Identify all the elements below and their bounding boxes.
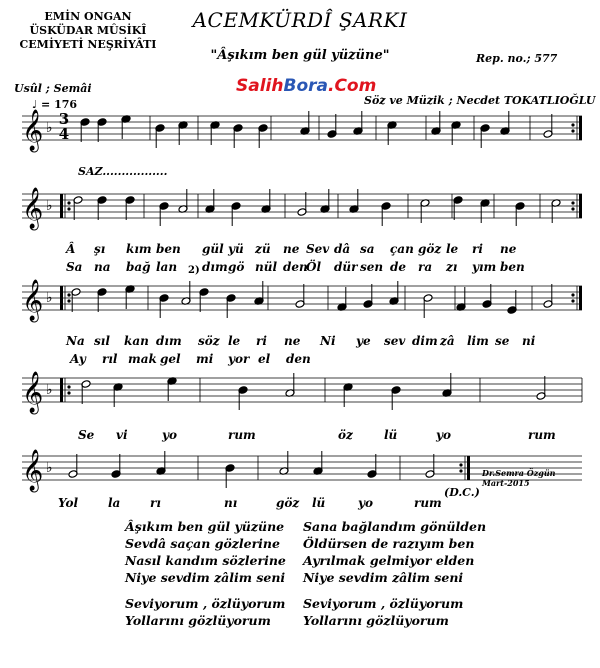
staff-line-1 bbox=[0, 108, 600, 158]
lyric-syllable: Ay bbox=[70, 352, 86, 366]
lyric-syllable: Sa bbox=[66, 260, 83, 274]
treble-clef-icon: 𝄞 bbox=[22, 280, 44, 321]
staff-line-4 bbox=[0, 370, 600, 420]
poem-line: Âşıkım ben gül yüzüne bbox=[125, 519, 285, 534]
lyric-syllable: dür bbox=[334, 260, 358, 274]
treble-clef-icon: 𝄞 bbox=[22, 188, 44, 229]
repeat-start-bar bbox=[60, 286, 63, 310]
lyric-syllable: lim bbox=[467, 334, 489, 348]
lyric-syllable: dım bbox=[156, 334, 182, 348]
lyric-syllable: el bbox=[258, 352, 271, 366]
repertoire-number: Rep. no.; 577 bbox=[476, 52, 558, 65]
poem-left-column bbox=[125, 518, 286, 629]
repeat-start-bar bbox=[60, 378, 63, 402]
flat-key-icon: ♭ bbox=[46, 382, 53, 398]
lyric-syllable: ne bbox=[283, 242, 300, 256]
flat-key-icon: ♭ bbox=[46, 290, 53, 306]
lyric-syllable: rıl bbox=[102, 352, 118, 366]
flat-key-icon: ♭ bbox=[46, 120, 53, 136]
lyric-syllable: zı bbox=[446, 260, 458, 274]
lyric-syllable: yü bbox=[228, 242, 244, 256]
lyric-syllable: le bbox=[228, 334, 241, 348]
poem-line: Nasıl kandım sözlerine bbox=[125, 553, 286, 568]
lyric-syllable: de bbox=[390, 260, 407, 274]
poem-line: Niye sevdim zâlim seni bbox=[303, 570, 464, 585]
staff-line-3 bbox=[0, 278, 600, 328]
lyric-syllable: ra bbox=[418, 260, 433, 274]
lyric-syllable: yo bbox=[162, 428, 177, 442]
time-signature: 3 4 bbox=[58, 110, 70, 143]
quarter-note-icon: ♩ bbox=[32, 98, 38, 111]
lyric-syllable: bağ bbox=[126, 260, 151, 274]
lyric-syllable: rum bbox=[414, 496, 442, 510]
lyric-syllable: Se bbox=[78, 428, 95, 442]
lyric-syllable: öz bbox=[338, 428, 353, 442]
staff-line-2 bbox=[0, 186, 600, 236]
publisher-line: ÜSKÜDAR MÛSİKÎ bbox=[29, 24, 147, 37]
lyric-syllable: gül bbox=[202, 242, 224, 256]
poem-line: Yollarını gözlüyorum bbox=[303, 613, 449, 628]
lyric-syllable: Öl bbox=[306, 260, 322, 274]
poem-line: Seviyorum , özlüyorum bbox=[303, 596, 464, 611]
publisher-line: EMİN ONGAN bbox=[44, 10, 132, 23]
poem-line: Seviyorum , özlüyorum bbox=[125, 596, 286, 611]
lyric-syllable: gel bbox=[160, 352, 181, 366]
repeat-start-bar bbox=[60, 194, 63, 218]
lyric-syllable: kan bbox=[124, 334, 149, 348]
lyric-syllable: kım bbox=[126, 242, 152, 256]
repeat-end-bar bbox=[579, 116, 582, 140]
lyric-syllable: göz bbox=[276, 496, 300, 510]
lyric-syllable: ben bbox=[156, 242, 181, 256]
lyric-syllable: göz bbox=[418, 242, 442, 256]
watermark-logo: SalihBora.Com bbox=[236, 76, 377, 96]
lyric-syllable: Ni bbox=[320, 334, 336, 348]
lyric-syllable: ben bbox=[500, 260, 525, 274]
da-capo-label: (D.C.) bbox=[444, 486, 480, 499]
lyric-syllable: yo bbox=[358, 496, 373, 510]
usul-label: Usûl ; Semâi bbox=[14, 82, 92, 95]
saz-label: SAZ................. bbox=[78, 165, 168, 178]
lyric-syllable: mi bbox=[196, 352, 214, 366]
lyric-syllable: Sev bbox=[306, 242, 330, 256]
poem-line: Yollarını gözlüyorum bbox=[125, 613, 271, 628]
lyric-syllable: dım bbox=[202, 260, 228, 274]
treble-clef-icon: 𝄞 bbox=[22, 372, 44, 413]
repeat-end-bar bbox=[579, 286, 582, 310]
lyric-syllable: zâ bbox=[440, 334, 455, 348]
volta-marker: 2) bbox=[188, 265, 200, 276]
treble-clef-icon: 𝄞 bbox=[22, 110, 44, 151]
lyric-syllable: şı bbox=[94, 242, 106, 256]
tempo-marking: ♩ = 176 bbox=[32, 98, 78, 111]
page-title: ACEMKÜRDÎ ŞARKI bbox=[192, 8, 408, 32]
lyric-syllable: ri bbox=[472, 242, 483, 256]
lyric-syllable: yım bbox=[472, 260, 497, 274]
lyric-syllable: gö bbox=[228, 260, 245, 274]
lyric-syllable: dâ bbox=[334, 242, 351, 256]
lyric-syllable: ye bbox=[356, 334, 371, 348]
repeat-end-bar bbox=[467, 456, 470, 480]
lyric-syllable: se bbox=[495, 334, 510, 348]
lyric-syllable: rı bbox=[150, 496, 161, 510]
lyric-syllable: le bbox=[446, 242, 459, 256]
poem-line: Ayrılmak gelmiyor elden bbox=[303, 553, 475, 568]
composer-credit: Söz ve Müzik ; Necdet TOKATLIOĞLU bbox=[364, 94, 596, 107]
lyric-syllable: la bbox=[108, 496, 121, 510]
lyric-syllable: sa bbox=[360, 242, 375, 256]
lyric-syllable: rum bbox=[228, 428, 256, 442]
poem-line: Sevdâ saçan gözlerine bbox=[125, 536, 280, 551]
lyric-syllable: Â bbox=[66, 242, 76, 256]
lyric-syllable: Yol bbox=[58, 496, 79, 510]
lyric-syllable: ne bbox=[500, 242, 517, 256]
lyric-syllable: Na bbox=[66, 334, 85, 348]
flat-key-icon: ♭ bbox=[46, 198, 53, 214]
lyric-syllable: dim bbox=[412, 334, 438, 348]
lyric-syllable: lü bbox=[312, 496, 326, 510]
lyric-syllable: nı bbox=[224, 496, 238, 510]
song-subtitle: "Âşıkım ben gül yüzüne" bbox=[210, 48, 390, 63]
treble-clef-icon: 𝄞 bbox=[22, 450, 44, 491]
lyric-syllable: sıl bbox=[94, 334, 110, 348]
lyric-syllable: den bbox=[283, 260, 308, 274]
lyric-syllable: nül bbox=[255, 260, 278, 274]
lyric-syllable: lü bbox=[384, 428, 398, 442]
poem-right-column bbox=[303, 518, 486, 629]
arranger-credit: Dr.Semra Özgün Mart-2015 bbox=[482, 468, 556, 488]
lyric-syllable: çan bbox=[390, 242, 414, 256]
lyric-syllable: zü bbox=[255, 242, 271, 256]
flat-key-icon: ♭ bbox=[46, 460, 53, 476]
lyric-syllable: yor bbox=[228, 352, 250, 366]
poem-line: Niye sevdim zâlim seni bbox=[125, 570, 286, 585]
poem-line: Öldürsen de razıyım ben bbox=[303, 536, 475, 551]
lyric-syllable: rum bbox=[528, 428, 556, 442]
lyric-syllable: söz bbox=[198, 334, 220, 348]
publisher-block bbox=[18, 10, 158, 52]
publisher-line: CEMİYETİ NEŞRİYÂTI bbox=[19, 38, 157, 51]
lyric-syllable: vi bbox=[116, 428, 128, 442]
lyric-syllable: mak bbox=[128, 352, 157, 366]
repeat-end-bar bbox=[579, 194, 582, 218]
lyric-syllable: yo bbox=[436, 428, 451, 442]
lyric-syllable: ne bbox=[284, 334, 301, 348]
lyric-syllable: ri bbox=[256, 334, 267, 348]
lyric-syllable: den bbox=[286, 352, 311, 366]
lyric-syllable: lan bbox=[156, 260, 178, 274]
lyric-syllable: ni bbox=[522, 334, 536, 348]
lyric-syllable: sen bbox=[360, 260, 384, 274]
lyric-syllable: sev bbox=[384, 334, 406, 348]
poem-line: Sana bağlandım gönülden bbox=[303, 519, 487, 534]
lyric-syllable: na bbox=[94, 260, 111, 274]
